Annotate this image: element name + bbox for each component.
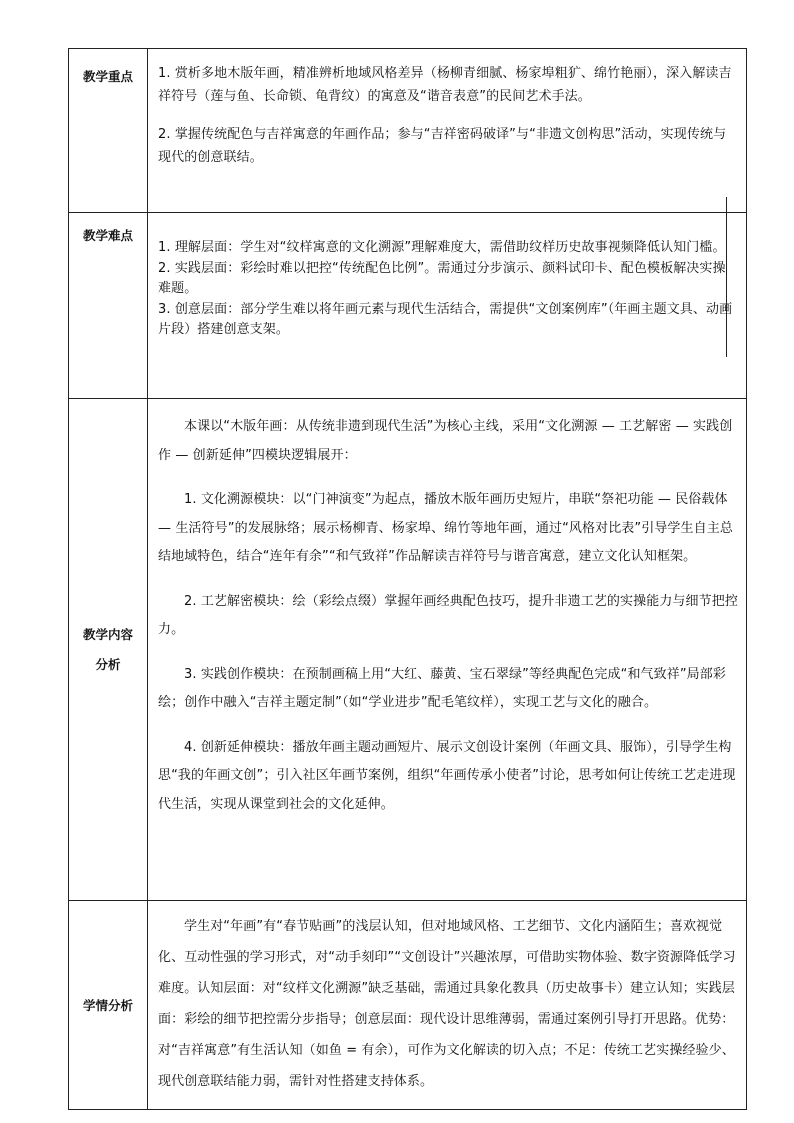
label-student-analysis: 学情分析 [69, 901, 148, 1110]
row-student-analysis [69, 901, 747, 1110]
label-content-analysis-line2: 分析 [95, 656, 121, 672]
content-difficulties [148, 213, 747, 399]
key-point-1: 1. 赏析多地木版年画，精准辨析地域风格差异（杨柳青细腻、杨家埠粗犷、绵竹艳丽），深入解读吉祥符号（莲与鱼、长命锁、龟背纹）的寓意及“谐音表意”的民间艺术手法。 [158, 66, 732, 104]
module-4: 4. 创新延伸模块：播放年画主题动画短片、展示文创设计案例（年画文具、服饰），引导学生构思“我的年画文创”；引入社区年画节案例，组织“年画传承小使者”讨论，思考如何让传统工艺走进现代生活，实现从课堂到社会的文化延伸。 [158, 739, 736, 812]
difficulty-2: 2. 实践层面：彩绘时难以把控“传统配色比例”。需通过分步演示、颜料试印卡、配色模板解决实操难题。 [158, 260, 726, 296]
content-key-points [148, 49, 747, 213]
key-point-2: 2. 掌握传统配色与吉祥寓意的年画作品；参与“吉祥密码破译”与“非遗文创构思”活动，实现传统与现代的创意联结。 [158, 127, 727, 165]
content-intro: 本课以“木版年画：从传统非遗到现代生活”为核心主线，采用“文化溯源 — 工艺解密 — 实践创作 — 创新延伸”四模块逻辑展开： [158, 419, 733, 463]
module-3: 3. 实践创作模块：在预制画稿上用“大红、藤黄、宝石翠绿”等经典配色完成“和气致祥”局部彩绘；创作中融入“吉祥主题定制”（如“学业进步”配毛笔纹样），实现工艺与文化的融合。 [158, 666, 726, 710]
module-2: 2. 工艺解密模块：绘（彩绘点缀）掌握年画经典配色技巧，提升非遗工艺的实操能力与细节把控力。 [158, 593, 738, 637]
lesson-plan-table [68, 48, 747, 1110]
module-1: 1. 文化溯源模块：以“门神演变”为起点，播放木版年画历史短片，串联“祭祀功能 — 民俗载体 — 生活符号”的发展脉络；展示杨柳青、杨家埠、绵竹等地年画，通过“风格对比表”引导学生自主总结地域特色，结合“连年有余”“和气致祥”作品解读吉祥符号与谐音寓意，建立文化认知框架。 [158, 492, 733, 564]
student-analysis-text: 学生对“年画”有“春节贴画”的浅层认知，但对地域风格、工艺细节、文化内涵陌生；喜欢视觉化、互动性强的学习形式，对“动手刻印”“文创设计”兴趣浓厚，可借助实物体验、数字资源降低学习难度。认知层面：对“纹样文化溯源”缺乏基础，需通过具象化教具（历史故事卡）建立认知；实践层面：彩绘的细节把控需分步指导；创意层面：现代设计思维薄弱，需通过案例引导打开思路。优势：对“吉祥寓意”有生活认知（如鱼 = 有余），可作为文化解读的切入点；不足：传统工艺实操经验少、现代创意联结能力弱，需针对性搭建支持体系。 [158, 919, 736, 1089]
table-inner-rule [726, 197, 727, 357]
difficulty-3: 3. 创意层面：部分学生难以将年画元素与现代生活结合，需提供“文创案例库”（年画主题文具、动画片段）搭建创意支架。 [158, 301, 733, 337]
label-key-points: 教学重点 [69, 49, 148, 213]
content-student-analysis [148, 901, 747, 1110]
row-difficulties [69, 213, 747, 399]
row-key-points [69, 49, 747, 213]
row-content-analysis [69, 399, 747, 901]
label-content-analysis-line1: 教学内容 [82, 626, 133, 642]
content-content-analysis [148, 399, 747, 901]
label-difficulties: 教学难点 [69, 213, 148, 399]
difficulty-1: 1. 理解层面：学生对“纹样寓意的文化溯源”理解难度大，需借助纹样历史故事视频降低认知门槛。 [158, 240, 726, 255]
label-content-analysis [69, 399, 148, 901]
